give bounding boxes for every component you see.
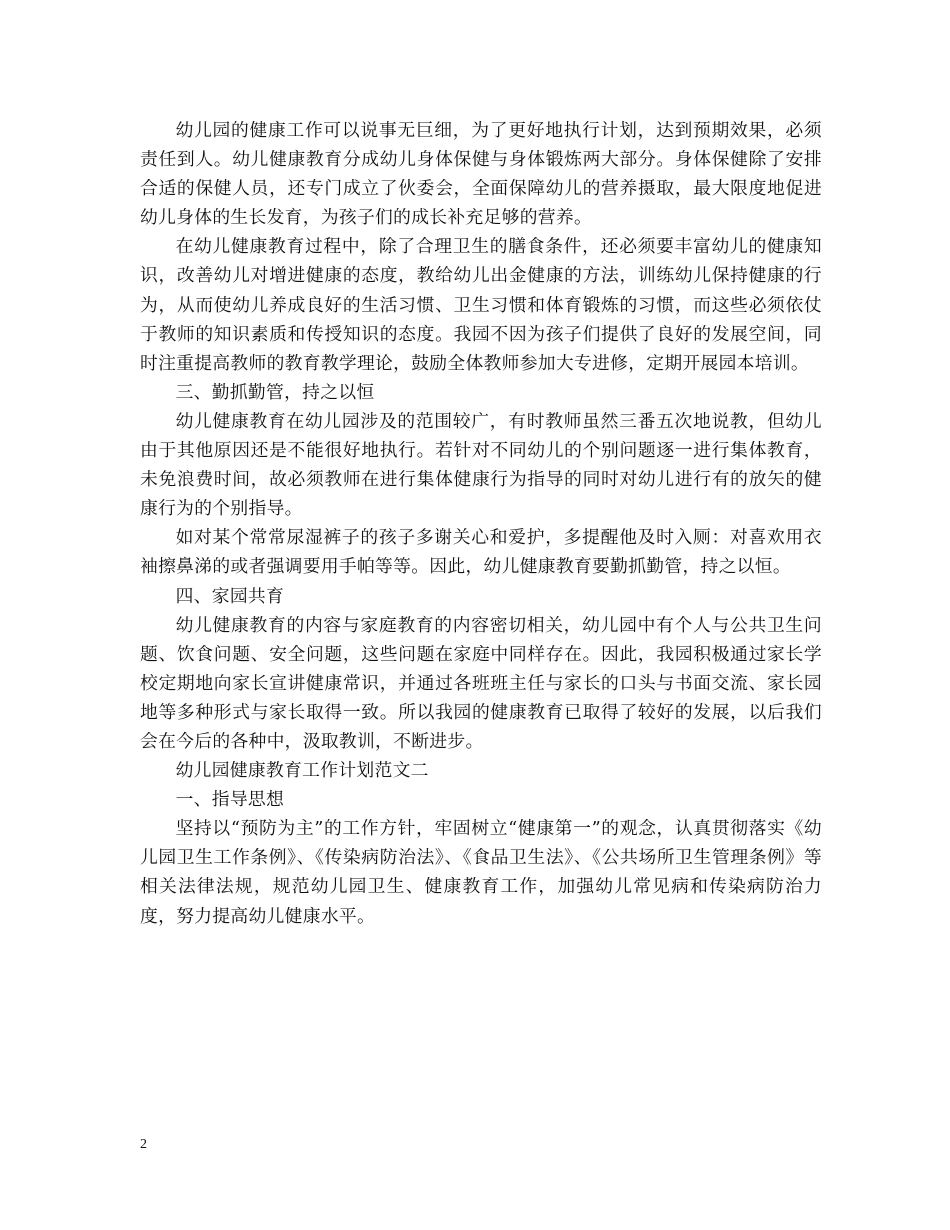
paragraph-intro: 幼儿园的健康工作可以说事无巨细，为了更好地执行计划，达到预期效果，必须责任到人。幼儿健康教育分成幼儿身体保健与身体锻炼两大部分。身体保健除了安排合适的保健人员，还专门成立了伙委会，全面保障幼儿的营养摄取，最大限度地促进幼儿身体的生长发育，为孩子们的成长补充足够的营养。 xyxy=(140,120,822,229)
paragraph-section-3-example: 如对某个常常尿湿裤子的孩子多谢关心和爱护，多提醒他及时入厕：对喜欢用衣袖擦鼻涕的或者强调要用手帕等等。因此，幼儿健康教育要勤抓勤管，持之以恒。 xyxy=(140,527,822,578)
document-body xyxy=(140,116,822,931)
section-heading-4: 四、家园共育 xyxy=(175,585,285,607)
paragraph-section-4-body: 幼儿健康教育的内容与家庭教育的内容密切相关，幼儿园中有个人与公共卫生问题、饮食问题、安全问题，这些问题在家庭中同样存在。因此，我园积极通过家长学校定期地向家长宣讲健康常识，并通过各班班主任与家长的口头与书面交流、家长园地等多种形式与家长取得一致。所以我园的健康教育已取得了较好的发展，以后我们会在今后的各种中，汲取教训，不断进步。 xyxy=(140,614,822,752)
paragraph-guiding-principle-body: 坚持以“预防为主”的工作方针，牢固树立“健康第一”的观念，认真贯彻落实《幼儿园卫生工作条例》、《传染病防治法》、《食品卫生法》、《公共场所卫生管理条例》等相关法律法规，规范幼儿园卫生、健康教育工作，加强幼儿常见病和传染病防治力度，努力提高幼儿健康水平。 xyxy=(140,818,822,927)
paragraph-education-process: 在幼儿健康教育过程中，除了合理卫生的膳食条件，还必须要丰富幼儿的健康知识，改善幼儿对增进健康的态度，教给幼儿出金健康的方法，训练幼儿保持健康的行为，从而使幼儿养成良好的生活习惯、卫生习惯和体育锻炼的习惯，而这些必须依仗于教师的知识素质和传授知识的态度。我园不因为孩子们提供了良好的发展空间，同时注重提高教师的教育教学理论，鼓励全体教师参加大专进修，定期开展园本培训。 xyxy=(140,236,822,374)
document-subtitle: 幼儿园健康教育工作计划范文二 xyxy=(175,760,429,782)
paragraph-section-3-body: 幼儿健康教育在幼儿园涉及的范围较广，有时教师虽然三番五次地说教，但幼儿由于其他原因还是不能很好地执行。若针对不同幼儿的个别问题逐一进行集体教育，未免浪费时间，故必须教师在进行集体健康行为指导的同时对幼儿进行有的放矢的健康行为的个别指导。 xyxy=(140,410,822,520)
page-number: 2 xyxy=(140,1137,147,1152)
section-heading-3: 三、勤抓勤管，持之以恒 xyxy=(175,381,375,403)
section-heading-guiding-principle: 一、指导思想 xyxy=(175,789,285,811)
